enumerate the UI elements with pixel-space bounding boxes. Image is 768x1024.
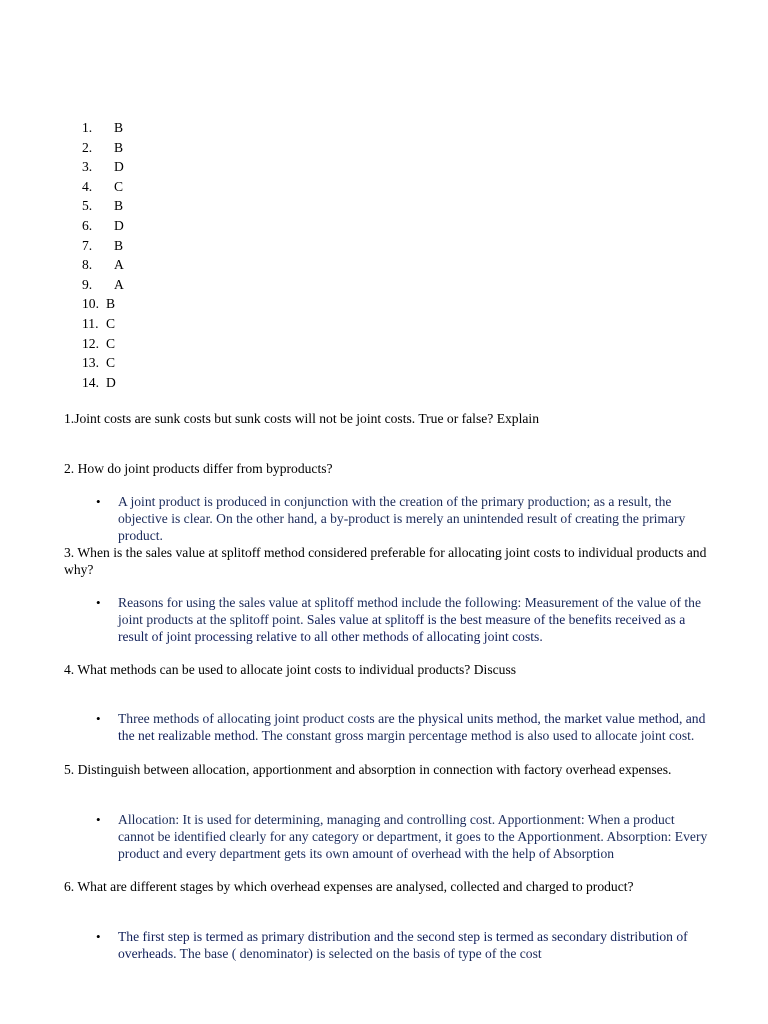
question-4: 4. What methods can be used to allocate joint costs to individual products? Discuss xyxy=(64,662,517,677)
answer-item: 5. B xyxy=(82,198,124,214)
answer-item: 8. A xyxy=(82,257,124,273)
question-1: 1.Joint costs are sunk costs but sunk costs will not be joint costs. True or false? Explain xyxy=(64,411,539,426)
answer-item: 6. D xyxy=(82,217,124,233)
bullet-icon: • xyxy=(96,812,101,827)
question-6: 6. What are different stages by which overhead expenses are analysed, collected and charged to product? xyxy=(64,879,634,894)
answer-item: 2. B xyxy=(82,139,124,155)
answer-item: 9. A xyxy=(82,276,124,292)
question-2: 2. How do joint products differ from byproducts? xyxy=(64,461,333,476)
answer-5: • Allocation: It is used for determining, managing and controlling cost. Apportionment: When a product cannot be identified clearly for any category or department, it goes to the Apportionment. Absorption: Every product and every department gets its own amount of overhead with the help of Absorption xyxy=(96,812,708,861)
bullet-icon: • xyxy=(96,494,101,509)
bullet-icon: • xyxy=(96,711,101,726)
answer-6: • The first step is termed as primary distribution and the second step is termed as secondary distribution of overheads. The base ( denominator) is selected on the basis of type of the cost xyxy=(96,929,688,961)
answer-item: 1. B xyxy=(82,120,124,135)
answer-item: 10. B xyxy=(82,296,116,312)
answer-4: • Three methods of allocating joint product costs are the physical units method, the market value method, and the net realizable method. The constant gross margin percentage method is also used to allocate joint cost. xyxy=(96,711,706,743)
answer-item: 12. C xyxy=(82,335,116,351)
bullet-icon: • xyxy=(96,595,101,610)
answer-3: • Reasons for using the sales value at splitoff method include the following: Measurement of the value of the joint products at the splitoff point. Sales value at splitoff is the best measure of the benefits received as a result of joint processing relative to all other methods of allocating joint costs. xyxy=(96,595,702,644)
question-5: 5. Distinguish between allocation, apportionment and absorption in connection with factory overhead expenses. xyxy=(64,762,672,777)
answer-2: • A joint product is produced in conjunction with the creation of the primary production; as a result, the objective is clear. On the other hand, a by-product is merely an unintended result of creating the primary product. xyxy=(96,494,686,543)
answer-item: 4. C xyxy=(82,178,124,194)
answer-item: 13. C xyxy=(82,355,116,371)
answer-item: 3. D xyxy=(82,159,124,175)
question-3: 3. When is the sales value at splitoff method considered preferable for allocating joint costs to individual products and why? xyxy=(64,545,707,577)
bullet-icon: • xyxy=(96,929,101,944)
answer-item: 11. C xyxy=(82,315,116,331)
answer-item: 14. D xyxy=(82,374,116,390)
answer-item: 7. B xyxy=(82,237,124,253)
answer-key-list xyxy=(82,118,124,392)
